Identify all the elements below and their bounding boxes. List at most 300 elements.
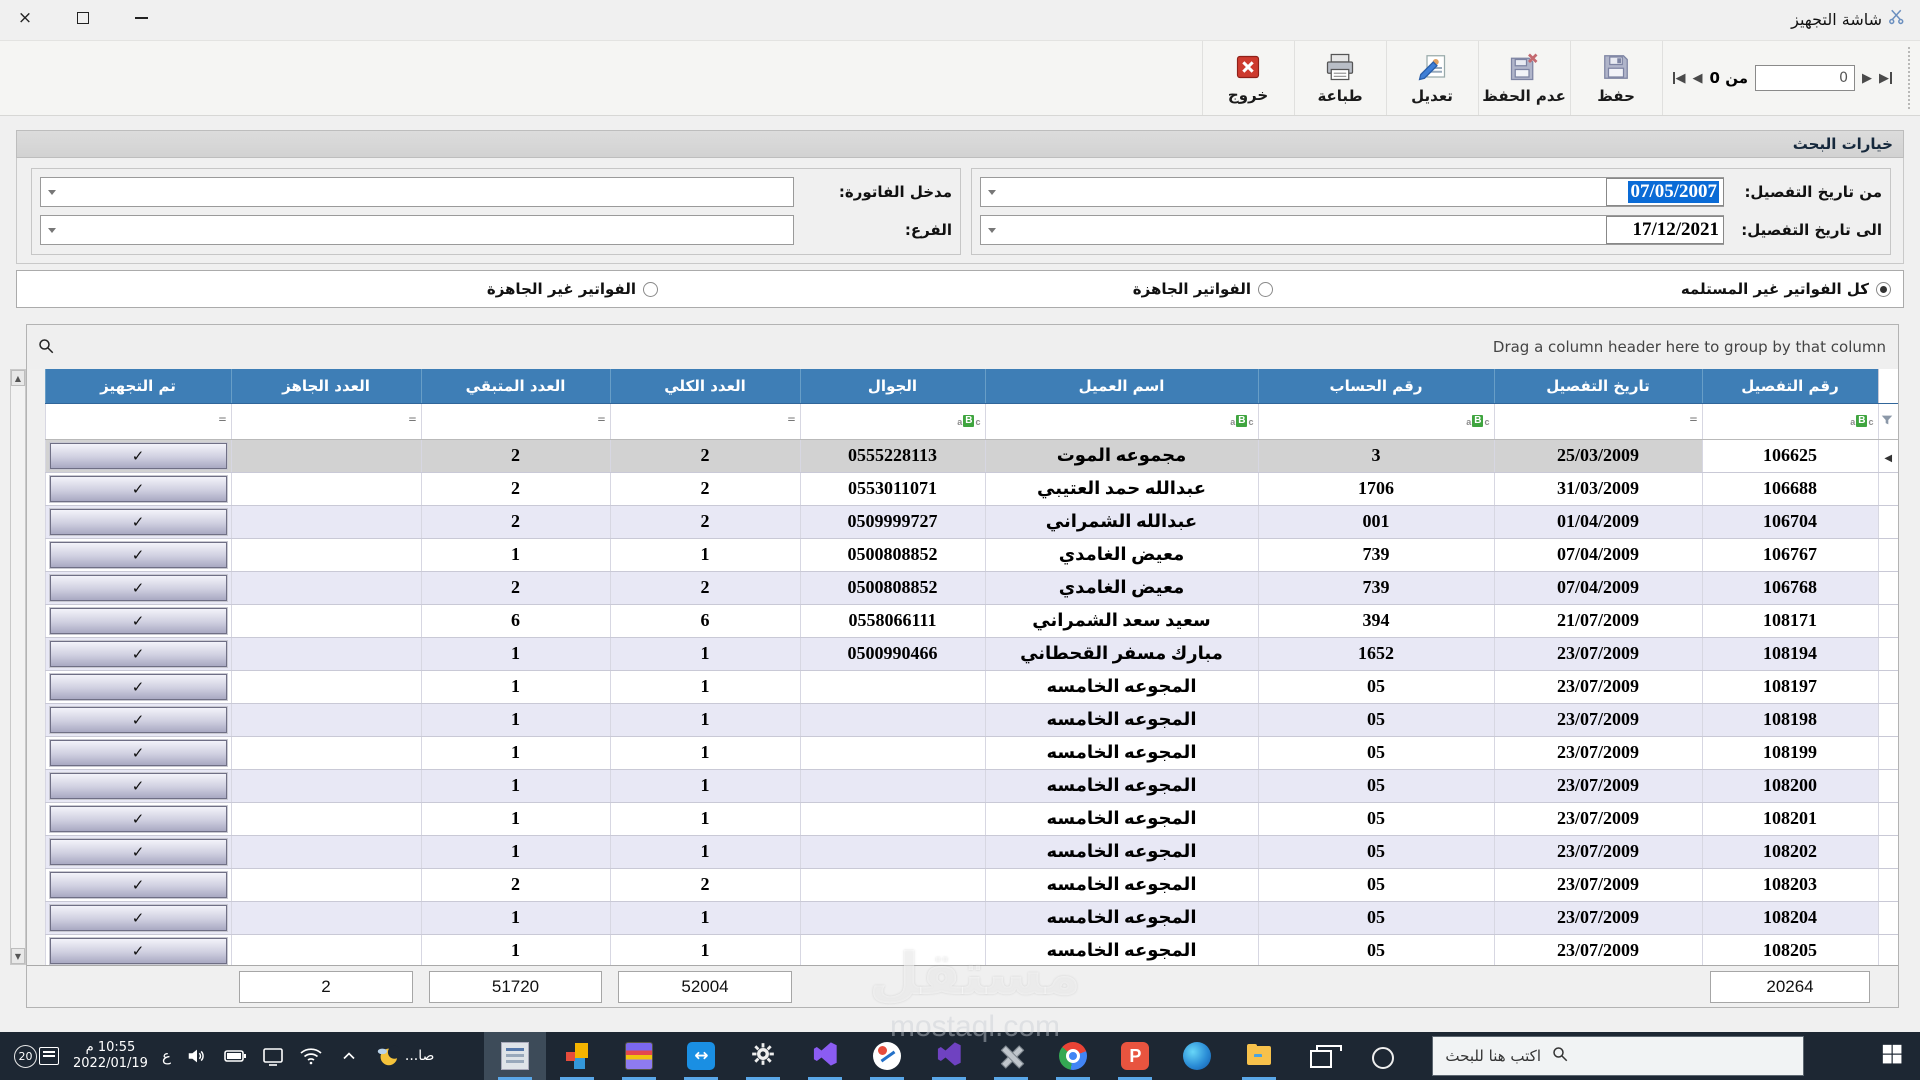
cell-detail_no[interactable]: 108198 <box>1702 703 1878 736</box>
equals-filter-icon[interactable]: = <box>597 413 606 428</box>
cell-detail_date[interactable]: 21/07/2009 <box>1494 604 1702 637</box>
taskbar-app-patreon[interactable] <box>1104 1032 1166 1080</box>
cell-customer_name[interactable]: عبدالله حمد العتيبي <box>985 472 1258 505</box>
language-indicator[interactable]: ع <box>161 1047 171 1065</box>
scroll-down-icon[interactable]: ▼ <box>11 948 25 964</box>
equals-filter-icon[interactable]: = <box>218 413 227 428</box>
cell-total_count[interactable]: 2 <box>610 571 800 604</box>
date-filters-groupbox <box>971 168 1891 255</box>
cell-remaining_count[interactable]: 6 <box>421 604 610 637</box>
column-header-ready_count[interactable]: العدد الجاهز <box>231 369 421 403</box>
taskbar-app-settings[interactable] <box>732 1032 794 1080</box>
cell-prepared[interactable] <box>45 670 231 703</box>
filter-cell-detail_no[interactable] <box>1702 403 1878 439</box>
prepared-check-button[interactable]: ✓ <box>50 839 227 865</box>
table-row[interactable] <box>45 604 1898 637</box>
prepared-check-button[interactable]: ✓ <box>50 905 227 931</box>
equals-filter-icon[interactable]: = <box>787 413 796 428</box>
start-button[interactable] <box>1864 1032 1920 1080</box>
taskbar-app-active-window[interactable] <box>484 1032 546 1080</box>
cell-account_no[interactable]: 3 <box>1258 439 1494 472</box>
filter-funnel-icon[interactable] <box>1880 411 1894 432</box>
text-filter-icon[interactable]: a B c <box>1230 415 1254 427</box>
search-icon[interactable] <box>33 333 59 359</box>
cell-customer_name[interactable]: معيض الغامدي <box>985 571 1258 604</box>
column-header-indicator[interactable] <box>1878 369 1898 403</box>
cell-mobile[interactable] <box>800 802 985 835</box>
filter-cell-total_count[interactable] <box>610 403 800 439</box>
battery-icon[interactable] <box>223 1044 247 1068</box>
cell-account_no[interactable]: 001 <box>1258 505 1494 538</box>
cell-total_count[interactable]: 2 <box>610 472 800 505</box>
cell-total_count[interactable]: 1 <box>610 802 800 835</box>
cell-prepared[interactable] <box>45 769 231 802</box>
cell-account_no[interactable]: 05 <box>1258 934 1494 967</box>
dropdown-icon[interactable] <box>988 190 996 195</box>
equals-filter-icon[interactable]: = <box>408 413 417 428</box>
cell-prepared[interactable] <box>45 901 231 934</box>
cell-detail_date[interactable]: 23/07/2009 <box>1494 802 1702 835</box>
cell-total_count[interactable]: 1 <box>610 769 800 802</box>
chevron-up-icon[interactable] <box>337 1044 361 1068</box>
taskbar-app-task-view[interactable] <box>1290 1032 1352 1080</box>
filter-cell-remaining_count[interactable] <box>421 403 610 439</box>
cell-mobile[interactable] <box>800 835 985 868</box>
search-options-panel <box>16 158 1904 264</box>
cell-prepared[interactable] <box>45 868 231 901</box>
cell-detail_no[interactable]: 108197 <box>1702 670 1878 703</box>
cell-ready_count[interactable] <box>231 538 421 571</box>
prepared-check-button[interactable]: ✓ <box>50 707 227 733</box>
cell-ready_count[interactable] <box>231 934 421 967</box>
cell-detail_no[interactable]: 108171 <box>1702 604 1878 637</box>
cell-account_no[interactable]: 05 <box>1258 736 1494 769</box>
table-row[interactable] <box>45 769 1898 802</box>
cell-total_count[interactable]: 1 <box>610 703 800 736</box>
prepared-check-button[interactable]: ✓ <box>50 509 227 535</box>
cell-customer_name[interactable]: المجوعه الخامسه <box>985 769 1258 802</box>
from-date-value[interactable]: 07/05/2007 <box>1630 181 1717 202</box>
cell-customer_name[interactable]: مبارك مسفر القحطاني <box>985 637 1258 670</box>
cell-customer_name[interactable]: مجموعه الموت <box>985 439 1258 472</box>
cell-total_count[interactable]: 2 <box>610 505 800 538</box>
table-row[interactable] <box>45 571 1898 604</box>
cell-detail_date[interactable]: 23/07/2009 <box>1494 637 1702 670</box>
cell-detail_date[interactable]: 23/07/2009 <box>1494 934 1702 967</box>
grid-summary-row <box>27 965 1898 1007</box>
cell-account_no[interactable]: 05 <box>1258 670 1494 703</box>
cell-customer_name[interactable]: عبدالله الشمراني <box>985 505 1258 538</box>
cell-remaining_count[interactable]: 1 <box>421 736 610 769</box>
column-header-mobile[interactable]: الجوال <box>800 369 985 403</box>
prepared-check-button[interactable]: ✓ <box>50 575 227 601</box>
column-header-customer_name[interactable]: اسم العميل <box>985 369 1258 403</box>
cell-remaining_count[interactable]: 1 <box>421 802 610 835</box>
cell-account_no[interactable]: 394 <box>1258 604 1494 637</box>
cell-prepared[interactable] <box>45 736 231 769</box>
dropdown-icon[interactable] <box>988 228 996 233</box>
cell-total_count[interactable]: 2 <box>610 439 800 472</box>
cell-ready_count[interactable] <box>231 835 421 868</box>
cell-indicator[interactable] <box>1878 934 1898 967</box>
speaker-icon[interactable] <box>185 1044 209 1068</box>
branch-select[interactable] <box>40 215 794 245</box>
table-row[interactable] <box>45 472 1898 505</box>
taskbar-app-file-explorer[interactable] <box>1228 1032 1290 1080</box>
cell-mobile[interactable]: 0500990466 <box>800 637 985 670</box>
taskbar-app-teamviewer[interactable] <box>670 1032 732 1080</box>
column-header-detail_date[interactable]: تاريخ التفصيل <box>1494 369 1702 403</box>
cell-detail_no[interactable]: 108202 <box>1702 835 1878 868</box>
table-row[interactable] <box>45 901 1898 934</box>
cell-detail_no[interactable]: 108201 <box>1702 802 1878 835</box>
table-row[interactable] <box>45 868 1898 901</box>
cell-remaining_count[interactable]: 2 <box>421 571 610 604</box>
table-row[interactable] <box>45 439 1898 472</box>
cell-ready_count[interactable] <box>231 736 421 769</box>
cell-customer_name[interactable]: المجوعه الخامسه <box>985 736 1258 769</box>
cell-prepared[interactable] <box>45 439 231 472</box>
taskbar-app-chrome[interactable] <box>1042 1032 1104 1080</box>
cell-mobile[interactable] <box>800 901 985 934</box>
restore-button[interactable] <box>68 4 98 32</box>
summary-detail_no: 20264 <box>1710 971 1870 1003</box>
cell-indicator[interactable] <box>1878 604 1898 637</box>
text-filter-icon[interactable]: a B c <box>1850 415 1874 427</box>
filter-cell-ready_count[interactable] <box>231 403 421 439</box>
cell-mobile[interactable] <box>800 769 985 802</box>
edit-button[interactable] <box>1386 41 1478 115</box>
cell-mobile[interactable]: 0509999727 <box>800 505 985 538</box>
table-row[interactable] <box>45 670 1898 703</box>
cell-account_no[interactable]: 739 <box>1258 571 1494 604</box>
taskbar-clock[interactable] <box>73 1040 148 1073</box>
taskbar-app-colorful-app[interactable] <box>546 1032 608 1080</box>
nav-last-button[interactable]: ▶ <box>1879 71 1892 86</box>
cell-indicator[interactable] <box>1878 670 1898 703</box>
visual-studio-icon <box>811 1040 839 1072</box>
cell-mobile[interactable] <box>800 736 985 769</box>
taskbar-app-dev-tools[interactable] <box>980 1032 1042 1080</box>
column-header-total_count[interactable]: العدد الكلي <box>610 369 800 403</box>
cell-mobile[interactable]: 0558066111 <box>800 604 985 637</box>
cell-indicator[interactable] <box>1878 703 1898 736</box>
cell-detail_no[interactable]: 106767 <box>1702 538 1878 571</box>
cell-detail_date[interactable]: 31/03/2009 <box>1494 472 1702 505</box>
cell-indicator[interactable] <box>1878 835 1898 868</box>
cell-mobile[interactable]: 0500808852 <box>800 571 985 604</box>
filter-cell-indicator[interactable] <box>1878 403 1898 439</box>
cell-detail_date[interactable]: 23/07/2009 <box>1494 868 1702 901</box>
cell-total_count[interactable]: 1 <box>610 538 800 571</box>
cell-customer_name[interactable]: معيض الغامدي <box>985 538 1258 571</box>
cell-detail_date[interactable]: 23/07/2009 <box>1494 703 1702 736</box>
cell-prepared[interactable] <box>45 472 231 505</box>
cell-remaining_count[interactable]: 2 <box>421 472 610 505</box>
edit-icon <box>1417 52 1447 82</box>
prepared-check-button[interactable]: ✓ <box>50 938 227 964</box>
cell-customer_name[interactable]: سعيد سعد الشمراني <box>985 604 1258 637</box>
table-row[interactable] <box>45 934 1898 967</box>
cell-ready_count[interactable] <box>231 769 421 802</box>
from-date-input[interactable] <box>980 177 1724 207</box>
cell-account_no[interactable]: 05 <box>1258 835 1494 868</box>
weather-widget[interactable] <box>375 1044 435 1068</box>
barber-app-icon <box>873 1042 901 1070</box>
prepared-check-button[interactable]: ✓ <box>50 740 227 766</box>
cell-remaining_count[interactable]: 1 <box>421 769 610 802</box>
cell-indicator[interactable] <box>1878 802 1898 835</box>
cell-total_count[interactable]: 2 <box>610 868 800 901</box>
nav-prev-button[interactable]: ◀ <box>1692 70 1703 86</box>
cell-prepared[interactable] <box>45 505 231 538</box>
cell-customer_name[interactable]: المجوعه الخامسه <box>985 868 1258 901</box>
cell-account_no[interactable]: 05 <box>1258 769 1494 802</box>
cell-indicator[interactable] <box>1878 736 1898 769</box>
windows-logo-icon <box>1881 1043 1903 1069</box>
entry-branch-groupbox <box>31 168 961 255</box>
visual-studio-2-icon <box>935 1040 963 1072</box>
cell-detail_date[interactable]: 23/07/2009 <box>1494 670 1702 703</box>
nav-first-button[interactable]: ◀ <box>1673 71 1686 86</box>
cell-detail_date[interactable]: 23/07/2009 <box>1494 769 1702 802</box>
column-header-prepared[interactable]: تم التجهيز <box>45 369 231 403</box>
cell-mobile[interactable]: 0555228113 <box>800 439 985 472</box>
cell-indicator[interactable] <box>1878 571 1898 604</box>
prepared-check-button[interactable]: ✓ <box>50 674 227 700</box>
cell-detail_date[interactable]: 23/07/2009 <box>1494 901 1702 934</box>
cell-mobile[interactable]: 0500808852 <box>800 538 985 571</box>
save-button[interactable] <box>1570 41 1662 115</box>
radio-label: كل الفواتير غير المستلمه <box>1680 280 1869 298</box>
cell-detail_date[interactable]: 07/04/2009 <box>1494 538 1702 571</box>
prepared-check-button[interactable]: ✓ <box>50 608 227 634</box>
cell-remaining_count[interactable]: 1 <box>421 835 610 868</box>
filter-cell-account_no[interactable] <box>1258 403 1494 439</box>
cell-account_no[interactable]: 05 <box>1258 901 1494 934</box>
cell-customer_name[interactable]: المجوعه الخامسه <box>985 703 1258 736</box>
cell-prepared[interactable] <box>45 802 231 835</box>
cell-customer_name[interactable]: المجوعه الخامسه <box>985 934 1258 967</box>
cell-indicator[interactable] <box>1878 538 1898 571</box>
cell-account_no[interactable]: 1652 <box>1258 637 1494 670</box>
cell-total_count[interactable]: 6 <box>610 604 800 637</box>
prepared-check-button[interactable]: ✓ <box>50 872 227 898</box>
filter-cell-detail_date[interactable] <box>1494 403 1702 439</box>
grid-vertical-scrollbar[interactable] <box>10 369 26 965</box>
exit-button[interactable] <box>1202 41 1294 115</box>
to-date-input[interactable] <box>980 215 1724 245</box>
cell-detail_no[interactable]: 108203 <box>1702 868 1878 901</box>
cell-customer_name[interactable]: المجوعه الخامسه <box>985 802 1258 835</box>
cell-ready_count[interactable] <box>231 868 421 901</box>
table-row[interactable] <box>45 703 1898 736</box>
cell-ready_count[interactable] <box>231 505 421 538</box>
watermark-arabic: مستقل <box>868 940 1082 1008</box>
cell-indicator[interactable] <box>1878 637 1898 670</box>
table-row[interactable] <box>45 538 1898 571</box>
cell-mobile[interactable]: 0553011071 <box>800 472 985 505</box>
nav-next-button[interactable]: ▶ <box>1862 70 1872 86</box>
table-row[interactable] <box>45 736 1898 769</box>
scroll-up-icon[interactable]: ▲ <box>11 370 25 386</box>
cell-prepared[interactable] <box>45 538 231 571</box>
cell-prepared[interactable] <box>45 637 231 670</box>
task-view-icon <box>1310 1045 1332 1068</box>
cell-total_count[interactable]: 1 <box>610 670 800 703</box>
cell-account_no[interactable]: 739 <box>1258 538 1494 571</box>
cell-indicator[interactable] <box>1878 901 1898 934</box>
cell-detail_date[interactable]: 07/04/2009 <box>1494 571 1702 604</box>
cell-account_no[interactable]: 05 <box>1258 802 1494 835</box>
table-row[interactable] <box>45 835 1898 868</box>
prepared-check-button[interactable]: ✓ <box>50 443 227 469</box>
notification-center-button[interactable] <box>14 1045 59 1068</box>
prepared-check-button[interactable]: ✓ <box>50 773 227 799</box>
cell-account_no[interactable]: 05 <box>1258 868 1494 901</box>
equals-filter-icon[interactable]: = <box>1689 413 1698 428</box>
column-header-remaining_count[interactable]: العدد المتبقي <box>421 369 610 403</box>
cell-ready_count[interactable] <box>231 472 421 505</box>
cell-indicator[interactable] <box>1878 505 1898 538</box>
cell-mobile[interactable] <box>800 670 985 703</box>
cell-ready_count[interactable] <box>231 703 421 736</box>
cell-indicator[interactable] <box>1878 868 1898 901</box>
cell-remaining_count[interactable]: 1 <box>421 703 610 736</box>
cell-indicator[interactable] <box>1878 769 1898 802</box>
cell-detail_no[interactable]: 106704 <box>1702 505 1878 538</box>
cell-total_count[interactable]: 1 <box>610 637 800 670</box>
cell-remaining_count[interactable]: 1 <box>421 934 610 967</box>
cell-detail_no[interactable]: 108200 <box>1702 769 1878 802</box>
cell-prepared[interactable] <box>45 604 231 637</box>
cell-detail_date[interactable]: 25/03/2009 <box>1494 439 1702 472</box>
close-button[interactable]: × <box>17 8 33 28</box>
cell-remaining_count[interactable]: 1 <box>421 538 610 571</box>
filter-cell-customer_name[interactable] <box>985 403 1258 439</box>
summary-ready_count: 2 <box>239 971 413 1003</box>
taskbar-app-cortana[interactable] <box>1352 1032 1414 1080</box>
radio-not-ready-invoices[interactable] <box>487 271 658 307</box>
cell-detail_no[interactable]: 106768 <box>1702 571 1878 604</box>
cell-detail_no[interactable]: 108205 <box>1702 934 1878 967</box>
cell-prepared[interactable] <box>45 703 231 736</box>
filter-cell-prepared[interactable] <box>45 403 231 439</box>
cell-indicator[interactable] <box>1878 439 1898 472</box>
cell-remaining_count[interactable]: 2 <box>421 505 610 538</box>
cell-remaining_count[interactable]: 1 <box>421 901 610 934</box>
taskbar-app-visual-studio[interactable] <box>794 1032 856 1080</box>
cell-ready_count[interactable] <box>231 670 421 703</box>
group-panel-text: Drag a column header here to group by that column <box>1492 338 1886 356</box>
cell-total_count[interactable]: 1 <box>610 835 800 868</box>
taskbar-search[interactable] <box>1432 1036 1804 1076</box>
filter-cell-mobile[interactable] <box>800 403 985 439</box>
title-bar <box>0 0 1920 40</box>
taskbar-app-edge[interactable] <box>1166 1032 1228 1080</box>
radio-all-unreceived[interactable] <box>1681 271 1891 307</box>
cell-detail_no[interactable]: 108194 <box>1702 637 1878 670</box>
cell-ready_count[interactable] <box>231 604 421 637</box>
cell-ready_count[interactable] <box>231 901 421 934</box>
radio-label: الفواتير الجاهزة <box>1132 280 1251 298</box>
prepared-check-button[interactable]: ✓ <box>50 806 227 832</box>
cell-prepared[interactable] <box>45 934 231 967</box>
print-button[interactable] <box>1294 41 1386 115</box>
taskbar-app-visual-studio-2[interactable] <box>918 1032 980 1080</box>
cell-ready_count[interactable] <box>231 571 421 604</box>
cell-remaining_count[interactable]: 2 <box>421 439 610 472</box>
text-filter-icon[interactable]: a B c <box>1466 415 1490 427</box>
grid-group-panel[interactable] <box>27 325 1898 369</box>
cell-customer_name[interactable]: المجوعه الخامسه <box>985 901 1258 934</box>
cell-remaining_count[interactable]: 1 <box>421 670 610 703</box>
prepared-check-button[interactable]: ✓ <box>50 476 227 502</box>
cell-remaining_count[interactable]: 1 <box>421 637 610 670</box>
prepared-check-button[interactable]: ✓ <box>50 542 227 568</box>
cell-ready_count[interactable] <box>231 637 421 670</box>
no-save-button[interactable] <box>1478 41 1570 115</box>
cell-total_count[interactable]: 1 <box>610 736 800 769</box>
taskbar-app-winrar[interactable] <box>608 1032 670 1080</box>
cell-account_no[interactable]: 1706 <box>1258 472 1494 505</box>
cell-mobile[interactable] <box>800 934 985 967</box>
cell-account_no[interactable]: 05 <box>1258 703 1494 736</box>
prepared-check-button[interactable]: ✓ <box>50 641 227 667</box>
nav-position-input[interactable]: 0 <box>1755 65 1855 91</box>
dropdown-icon[interactable] <box>48 190 56 195</box>
cell-indicator[interactable] <box>1878 472 1898 505</box>
cell-detail_date[interactable]: 23/07/2009 <box>1494 835 1702 868</box>
to-date-value[interactable]: 17/12/2021 <box>1632 219 1719 240</box>
toolbar-grip[interactable] <box>1904 47 1910 109</box>
table-row[interactable] <box>45 637 1898 670</box>
cell-prepared[interactable] <box>45 835 231 868</box>
notification-badge: 20 <box>14 1045 37 1068</box>
cell-prepared[interactable] <box>45 571 231 604</box>
cast-icon[interactable] <box>261 1044 285 1068</box>
cell-ready_count[interactable] <box>231 802 421 835</box>
cell-detail_no[interactable]: 108204 <box>1702 901 1878 934</box>
wifi-icon[interactable] <box>299 1044 323 1068</box>
cell-detail_date[interactable]: 23/07/2009 <box>1494 736 1702 769</box>
cell-mobile[interactable] <box>800 868 985 901</box>
dropdown-icon[interactable] <box>48 228 56 233</box>
cell-detail_no[interactable]: 106688 <box>1702 472 1878 505</box>
cell-customer_name[interactable]: المجوعه الخامسه <box>985 835 1258 868</box>
cell-customer_name[interactable]: المجوعه الخامسه <box>985 670 1258 703</box>
radio-ready-invoices[interactable] <box>1133 271 1273 307</box>
column-header-detail_no[interactable]: رقم التفصيل <box>1702 369 1878 403</box>
branch-label: الفرع: <box>904 221 952 239</box>
cell-detail_no[interactable]: 108199 <box>1702 736 1878 769</box>
cell-total_count[interactable]: 1 <box>610 934 800 967</box>
cell-mobile[interactable] <box>800 703 985 736</box>
cell-remaining_count[interactable]: 2 <box>421 868 610 901</box>
table-row[interactable] <box>45 802 1898 835</box>
cell-ready_count[interactable] <box>231 439 421 472</box>
cell-detail_date[interactable]: 01/04/2009 <box>1494 505 1702 538</box>
cell-total_count[interactable]: 1 <box>610 901 800 934</box>
watermark-domain: mostaql.com <box>889 1010 1061 1043</box>
minimize-button[interactable] <box>126 4 156 32</box>
column-header-account_no[interactable]: رقم الحساب <box>1258 369 1494 403</box>
cell-detail_no[interactable]: 106625 <box>1702 439 1878 472</box>
taskbar-app-barber-app[interactable] <box>856 1032 918 1080</box>
text-filter-icon[interactable]: a B c <box>957 415 981 427</box>
table-row[interactable] <box>45 505 1898 538</box>
invoice-entry-select[interactable] <box>40 177 794 207</box>
